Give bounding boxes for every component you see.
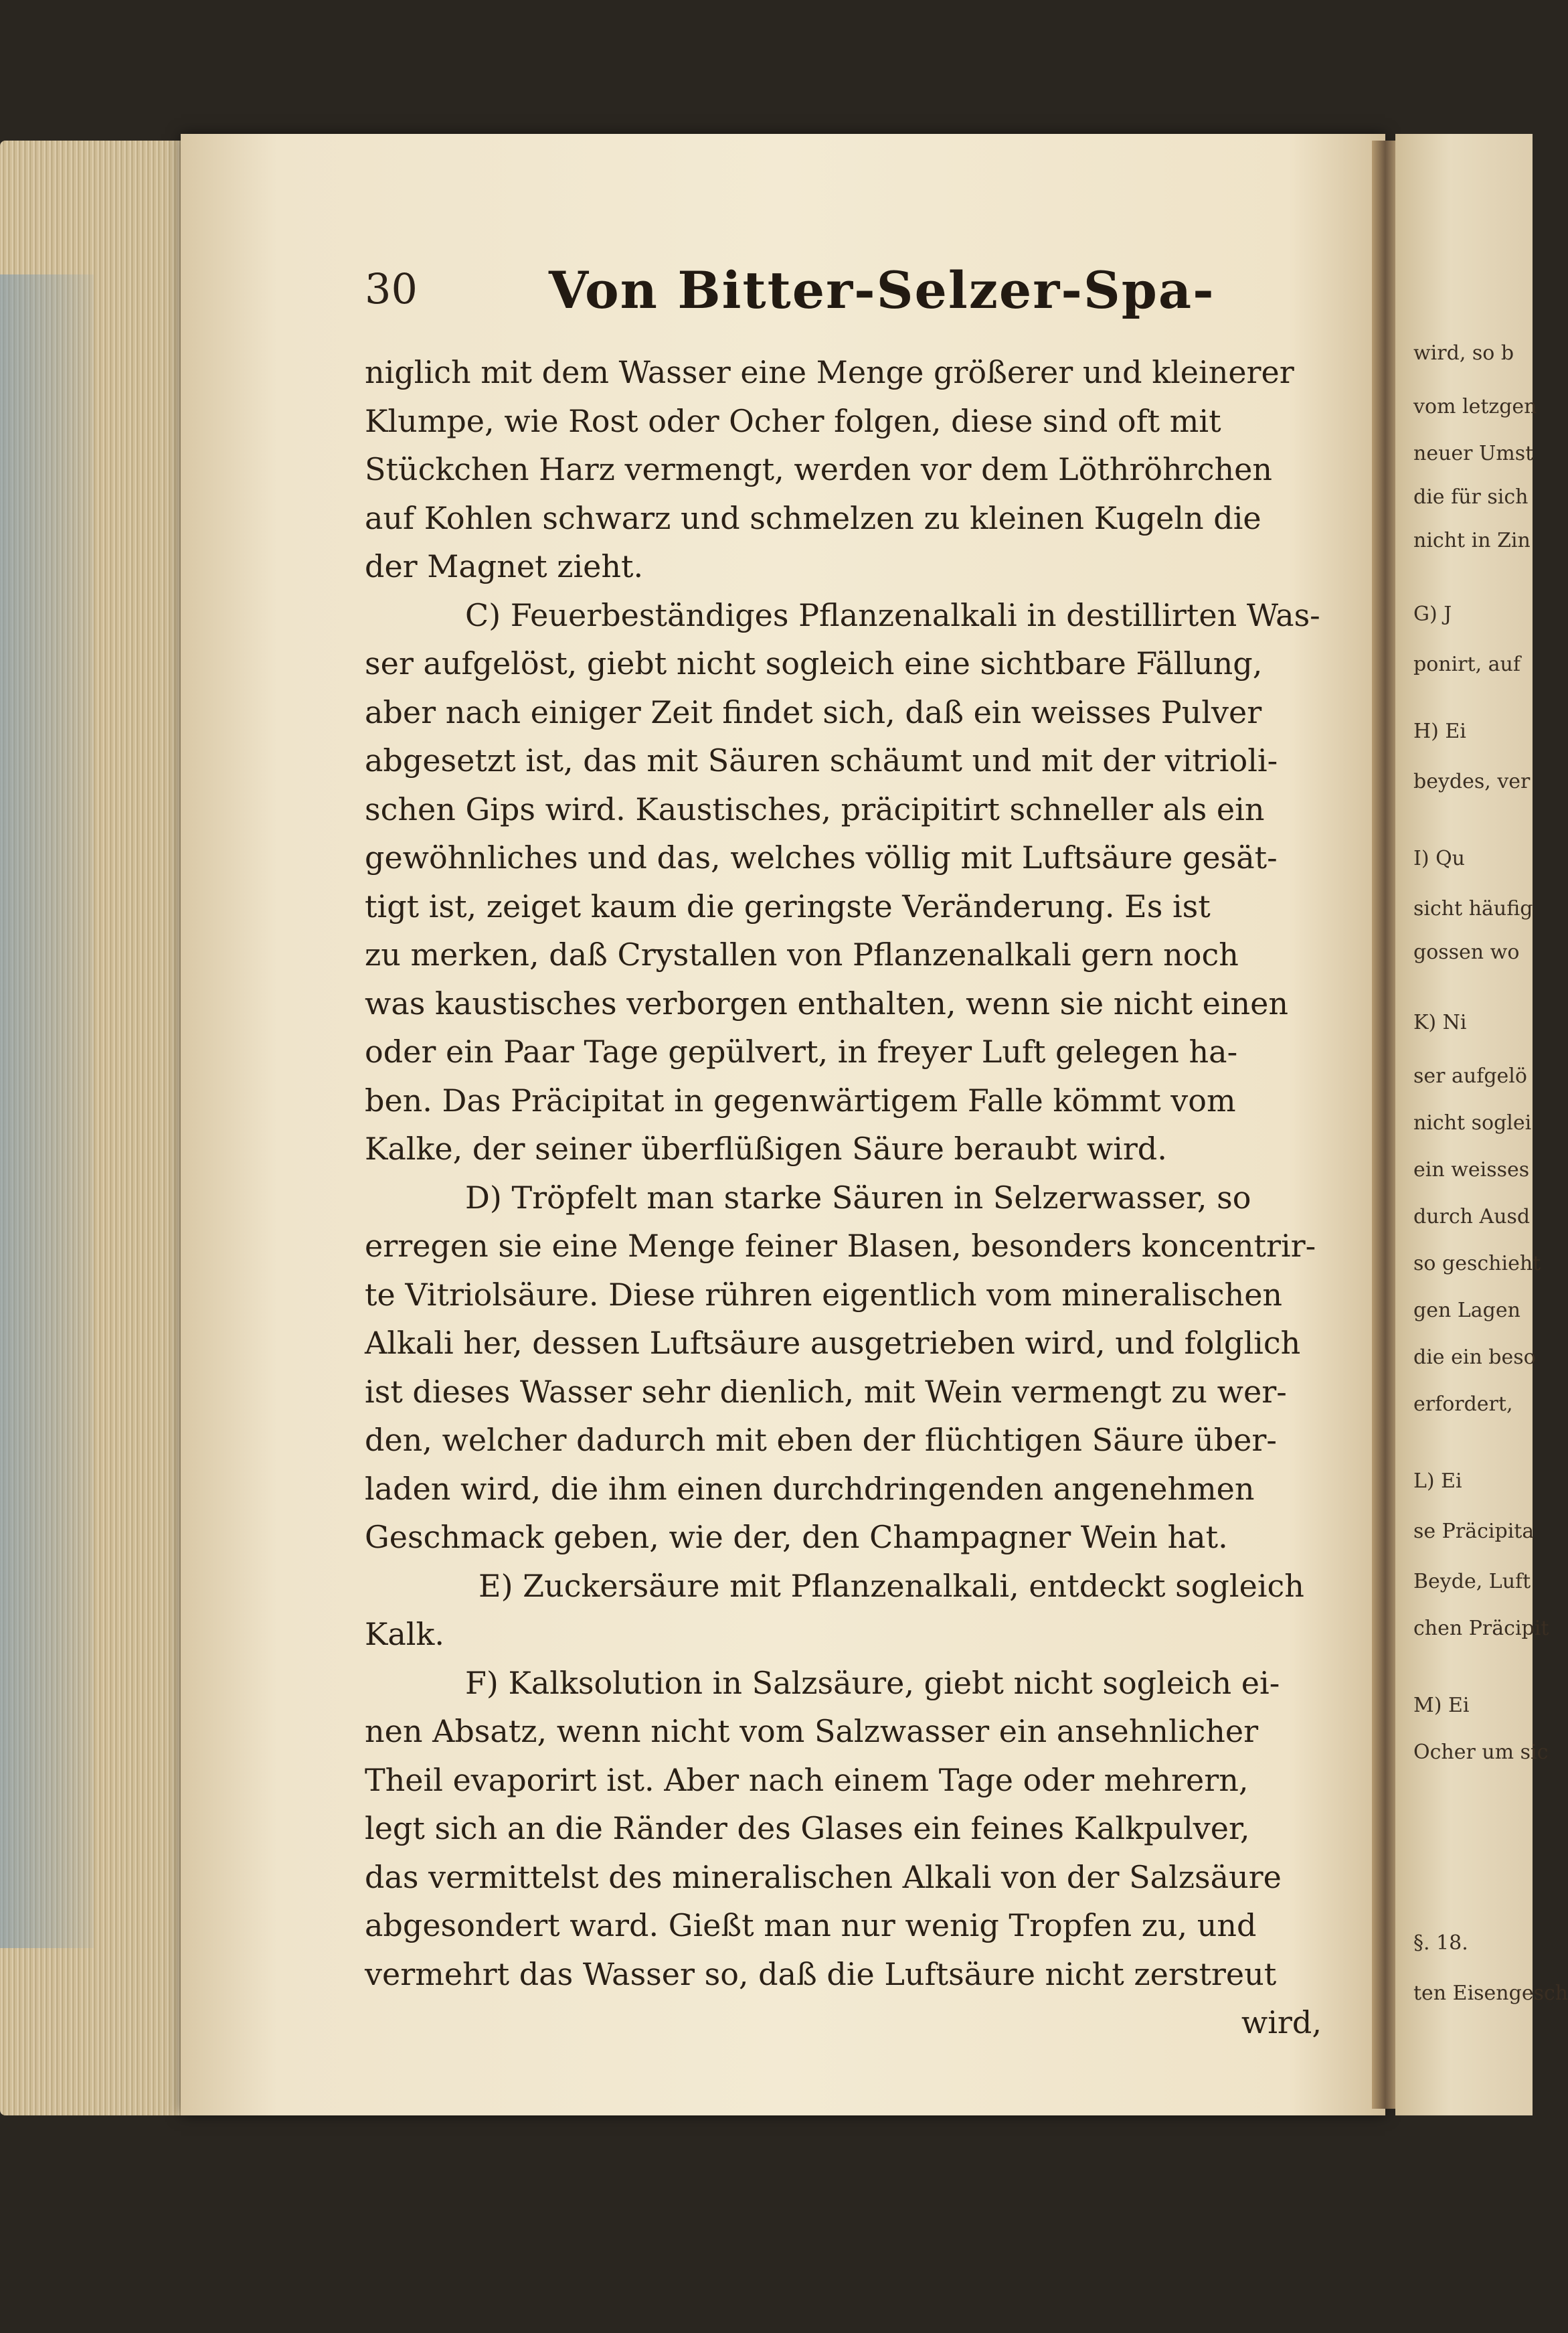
facing-page-text-fragment: beydes, ver [1413,770,1531,793]
text-line: Theil evaporirt ist. Aber nach einem Tage oder mehrern, [365,1761,1249,1798]
facing-page-text-fragment: gen Lagen [1413,1299,1520,1322]
facing-page-text-fragment: §. 18. [1413,1931,1468,1955]
text-line: te Vitriolsäure. Diese rühren eigentlich vom mineralischen [365,1276,1283,1313]
text-line: ser aufgelöst, giebt nicht sogleich eine sichtbare Fällung, [365,645,1263,681]
text-line: das vermittelst des mineralischen Alkali von der Salzsäure [365,1858,1282,1895]
facing-page-text-fragment: erfordert, [1413,1392,1513,1416]
catchword: wird, [1241,2004,1322,2040]
book-gutter [1372,141,1399,2109]
facing-page-text-fragment: I) Qu [1413,847,1466,870]
page-header [365,260,1315,331]
paragraph-c [365,591,1328,1174]
text-line: Klumpe, wie Rost oder Ocher folgen, diese sind oft mit [365,402,1221,439]
text-line: abgesetzt ist, das mit Säuren schäumt und mit der vitrioli- [365,742,1278,779]
text-line: nen Absatz, wenn nicht vom Salzwasser ein ansehnlicher [365,1713,1259,1749]
facing-page-text-fragment: H) Ei [1413,720,1466,743]
text-line: Kalke, der seiner überflüßigen Säure beraubt wird. [365,1131,1167,1167]
facing-page-text-fragment: gossen wo [1413,941,1520,964]
facing-page-text-fragment: Ocher um sic [1413,1741,1549,1764]
paragraph-f [365,1659,1328,1999]
facing-page-text-fragment: vom letzgen [1413,395,1537,418]
text-line: vermehrt das Wasser so, daß die Luftsäure nicht zerstreut [365,1955,1277,1992]
paragraph-continuation [365,348,1328,591]
text-line: Geschmack geben, wie der, den Champagner Wein hat. [365,1519,1228,1555]
page-number: 30 [365,264,418,313]
catchword-row [365,1998,1328,2047]
text-line: schen Gips wird. Kaustisches, präcipitirt schneller als ein [365,791,1265,827]
text-line: der Magnet zieht. [365,548,644,584]
facing-page-text-fragment: sicht häufig [1413,897,1533,920]
body-text [365,348,1328,2047]
facing-page-text-fragment: durch Ausd [1413,1205,1531,1228]
facing-page-text-fragment: ten Eisengesch [1413,1982,1568,2005]
paragraph-e [365,1562,1328,1659]
text-line: legt sich an die Ränder des Glases ein feines Kalkpulver, [365,1810,1250,1846]
text-line: ist dieses Wasser sehr dienlich, mit Wein vermengt zu wer- [365,1373,1287,1410]
text-line: gewöhnliches und das, welches völlig mit Luftsäure gesät- [365,839,1278,876]
facing-page-text-fragment: neuer Umst [1413,442,1534,465]
paragraph-d [365,1174,1328,1562]
text-line: Stückchen Harz vermengt, werden vor dem Löthröhrchen [365,451,1272,487]
text-line: D) Tröpfelt man starke Säuren in Selzerwasser, so [465,1179,1251,1216]
facing-page-text-fragment: L) Ei [1413,1469,1462,1493]
text-line: F) Kalksolution in Salzsäure, giebt nicht sogleich ei- [465,1664,1280,1701]
facing-page-text-fragment: wird, so b [1413,341,1514,365]
facing-page-text-fragment: so geschieht [1413,1252,1541,1275]
running-title: Von Bitter-Selzer-Spa- [549,260,1215,320]
text-line: was kaustisches verborgen enthalten, wenn sie nicht einen [365,985,1288,1022]
facing-page-text-fragment: die ein beso [1413,1346,1536,1369]
text-line: oder ein Paar Tage gepülvert, in freyer Luft gelegen ha- [365,1034,1238,1070]
text-line: laden wird, die ihm einen durchdringenden angenehmen [365,1470,1255,1507]
facing-page-text-fragment: die für sich [1413,485,1529,509]
book-page-edges [0,141,201,2115]
facing-page-text-fragment: ser aufgelö [1413,1064,1527,1088]
text-line: auf Kohlen schwarz und schmelzen zu kleinen Kugeln die [365,499,1261,536]
text-line: erregen sie eine Menge feiner Blasen, besonders koncentrir- [365,1228,1316,1264]
text-line: C) Feuerbeständiges Pflanzenalkali in destillirten Was- [465,596,1320,633]
text-line: Alkali her, dessen Luftsäure ausgetrieben wird, und folglich [365,1325,1301,1361]
facing-page-text-fragment: ponirt, auf [1413,653,1520,676]
facing-page-text-fragment: K) Ni [1413,1011,1467,1034]
facing-page-text-fragment: nicht in Zin [1413,529,1531,552]
text-line: ben. Das Präcipitat in gegenwärtigem Falle kömmt vom [365,1082,1236,1119]
text-line: zu merken, daß Crystallen von Pflanzenalkali gern noch [365,937,1239,973]
text-line: den, welcher dadurch mit eben der flüchtigen Säure über- [365,1422,1277,1458]
text-line: E) Zuckersäure mit Pflanzenalkali, entdeckt sogleich [478,1567,1304,1604]
text-line: abgesondert ward. Gießt man nur wenig Tropfen zu, und [365,1907,1257,1943]
text-line: niglich mit dem Wasser eine Menge größerer und kleinerer [365,354,1294,390]
facing-page-text-fragment: M) Ei [1413,1694,1470,1717]
text-line: tigt ist, zeiget kaum die geringste Veränderung. Es ist [365,888,1211,924]
facing-page-text-fragment: chen Präcipit [1413,1617,1549,1640]
facing-page-text-fragment: nicht soglei [1413,1111,1532,1135]
facing-page-text-fragment: G) J [1413,602,1452,626]
text-line: Kalk. [365,1616,444,1652]
facing-page-text-fragment: Beyde, Luft [1413,1570,1531,1593]
text-line: aber nach einiger Zeit findet sich, daß ein weisses Pulver [365,694,1262,730]
facing-page-text-fragment: ein weisses [1413,1158,1530,1182]
facing-page-text-fragment: se Präcipita [1413,1520,1535,1543]
